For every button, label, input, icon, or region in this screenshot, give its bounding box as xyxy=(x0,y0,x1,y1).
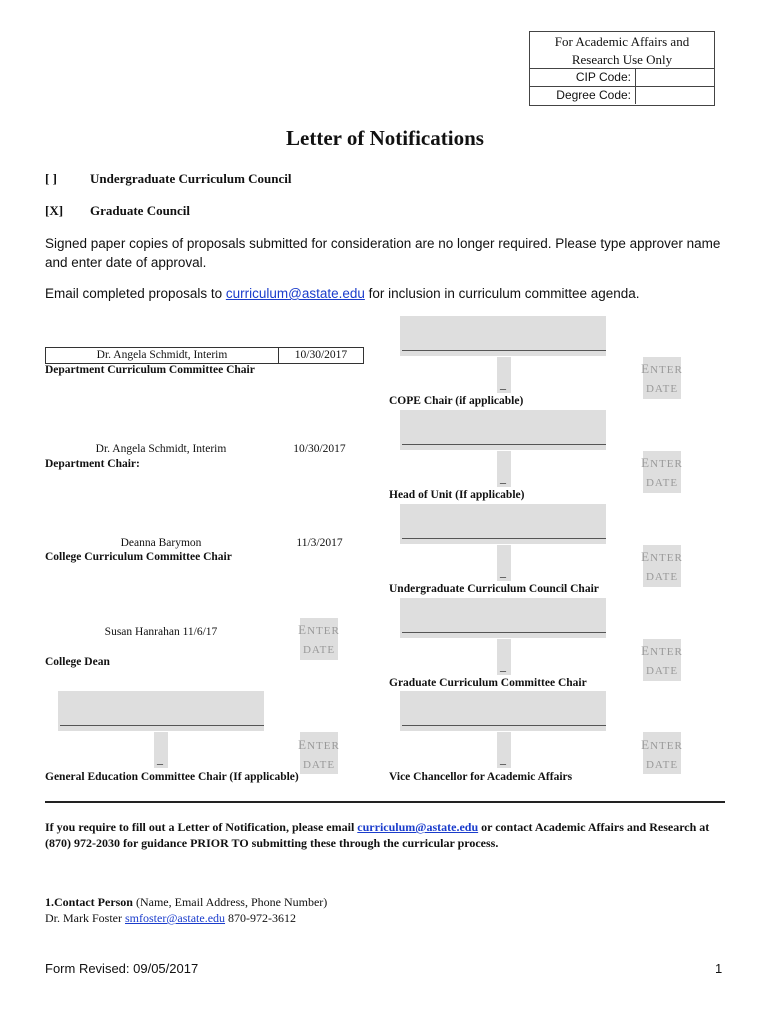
form-revised: Form Revised: 09/05/2017 xyxy=(45,961,199,976)
contact-info-line xyxy=(45,911,296,926)
council-label-undergraduate: Undergraduate Curriculum Council xyxy=(90,171,292,186)
email-instructions xyxy=(45,284,735,303)
gen-ed-chair-label: General Education Committee Chair (If applicable) xyxy=(45,771,299,783)
cip-code-label: CIP Code: xyxy=(530,69,636,86)
college-dean-enter-date: ENTER DATE xyxy=(298,622,340,656)
cip-code-field[interactable] xyxy=(636,69,714,86)
cip-code-row xyxy=(530,69,714,86)
cope-chair-enter-date: ENTER DATE xyxy=(641,361,683,395)
degree-code-label: Degree Code: xyxy=(530,87,636,104)
ucc-chair-signature-line xyxy=(402,538,606,539)
email-instructions-pre: Email completed proposals to xyxy=(45,286,223,301)
council-label-graduate: Graduate Council xyxy=(90,203,191,218)
head-of-unit-label: Head of Unit (If applicable) xyxy=(389,489,525,501)
council-mark-graduate[interactable]: [X] xyxy=(45,203,64,218)
college-curriculum-chair-label: College Curriculum Committee Chair xyxy=(45,551,232,563)
head-of-unit-underscore: _ xyxy=(500,471,506,485)
notice-email-link[interactable]: curriculum@astate.edu xyxy=(357,820,479,834)
email-instructions-post: for inclusion in curriculum committee agenda. xyxy=(368,286,640,301)
dept-chair-label: Department Chair: xyxy=(45,458,140,470)
college-dean-name[interactable]: Susan Hanrahan 11/6/17 xyxy=(104,626,218,638)
contact-detail: (Name, Email Address, Phone Number) xyxy=(135,895,328,909)
contact-heading-line xyxy=(45,895,327,910)
notice-paragraph xyxy=(45,819,730,851)
gen-ed-chair-underscore: _ xyxy=(157,752,163,766)
section-divider xyxy=(45,801,725,803)
academic-use-header: For Academic Affairs and Research Use Only xyxy=(530,32,714,69)
cope-chair-underscore: _ xyxy=(500,377,506,391)
dept-curriculum-chair-label: Department Curriculum Committee Chair xyxy=(45,364,255,376)
gcc-chair-label: Graduate Curriculum Committee Chair xyxy=(389,677,587,689)
cope-chair-label: COPE Chair (if applicable) xyxy=(389,395,524,407)
ucc-chair-underscore: _ xyxy=(500,565,506,579)
contact-heading: 1.Contact Person xyxy=(45,895,133,909)
vice-chancellor-signature-line xyxy=(402,725,606,726)
college-curriculum-chair-date[interactable]: 11/3/2017 xyxy=(296,537,343,549)
head-of-unit-enter-date: ENTER DATE xyxy=(641,455,683,489)
contact-phone: 870-972-3612 xyxy=(228,911,297,925)
college-curriculum-chair-name[interactable]: Deanna Barymon xyxy=(120,537,202,549)
council-mark-undergraduate[interactable]: [ ] xyxy=(45,171,57,186)
ucc-chair-label: Undergraduate Curriculum Council Chair xyxy=(389,583,599,595)
vice-chancellor-enter-date: ENTER DATE xyxy=(641,737,683,771)
dept-chair-date[interactable]: 10/30/2017 xyxy=(293,443,346,455)
gcc-chair-enter-date: ENTER DATE xyxy=(641,643,683,677)
dept-curriculum-chair-date[interactable]: 10/30/2017 xyxy=(294,349,348,361)
degree-code-row xyxy=(530,86,714,104)
head-of-unit-signature-line xyxy=(402,444,606,445)
academic-use-box xyxy=(529,31,715,106)
vice-chancellor-underscore: _ xyxy=(500,752,506,766)
vice-chancellor-label: Vice Chancellor for Academic Affairs xyxy=(389,771,573,783)
page-number: 1 xyxy=(715,961,723,976)
degree-code-field[interactable] xyxy=(636,87,714,104)
gcc-chair-underscore: _ xyxy=(500,659,506,673)
page-title: Letter of Notifications xyxy=(286,126,484,150)
notice-pre: If you require to fill out a Letter of Notification, please email xyxy=(45,820,355,834)
contact-name: Dr. Mark Foster xyxy=(45,911,122,925)
gcc-chair-signature-line xyxy=(402,632,606,633)
instructions-paragraph: Signed paper copies of proposals submitted for consideration are no longer required. Please type approver name and enter date of approval. xyxy=(45,236,721,270)
contact-email-link[interactable]: smfoster@astate.edu xyxy=(125,911,226,925)
gen-ed-chair-signature-line xyxy=(60,725,264,726)
cope-chair-signature-line xyxy=(402,350,606,351)
college-dean-label: College Dean xyxy=(45,656,110,668)
ucc-chair-enter-date: ENTER DATE xyxy=(641,549,683,583)
notice-post: or contact Academic Affairs and Research at (870) 972-2030 for guidance PRIOR TO submitting these through the curricular process. xyxy=(45,820,710,850)
dept-curriculum-chair-entry xyxy=(45,347,364,364)
dept-chair-name[interactable]: Dr. Angela Schmidt, Interim xyxy=(95,443,227,455)
gen-ed-chair-enter-date: ENTER DATE xyxy=(298,737,340,771)
curriculum-email-link[interactable]: curriculum@astate.edu xyxy=(225,286,365,301)
dept-curriculum-chair-name[interactable]: Dr. Angela Schmidt, Interim xyxy=(46,348,279,363)
